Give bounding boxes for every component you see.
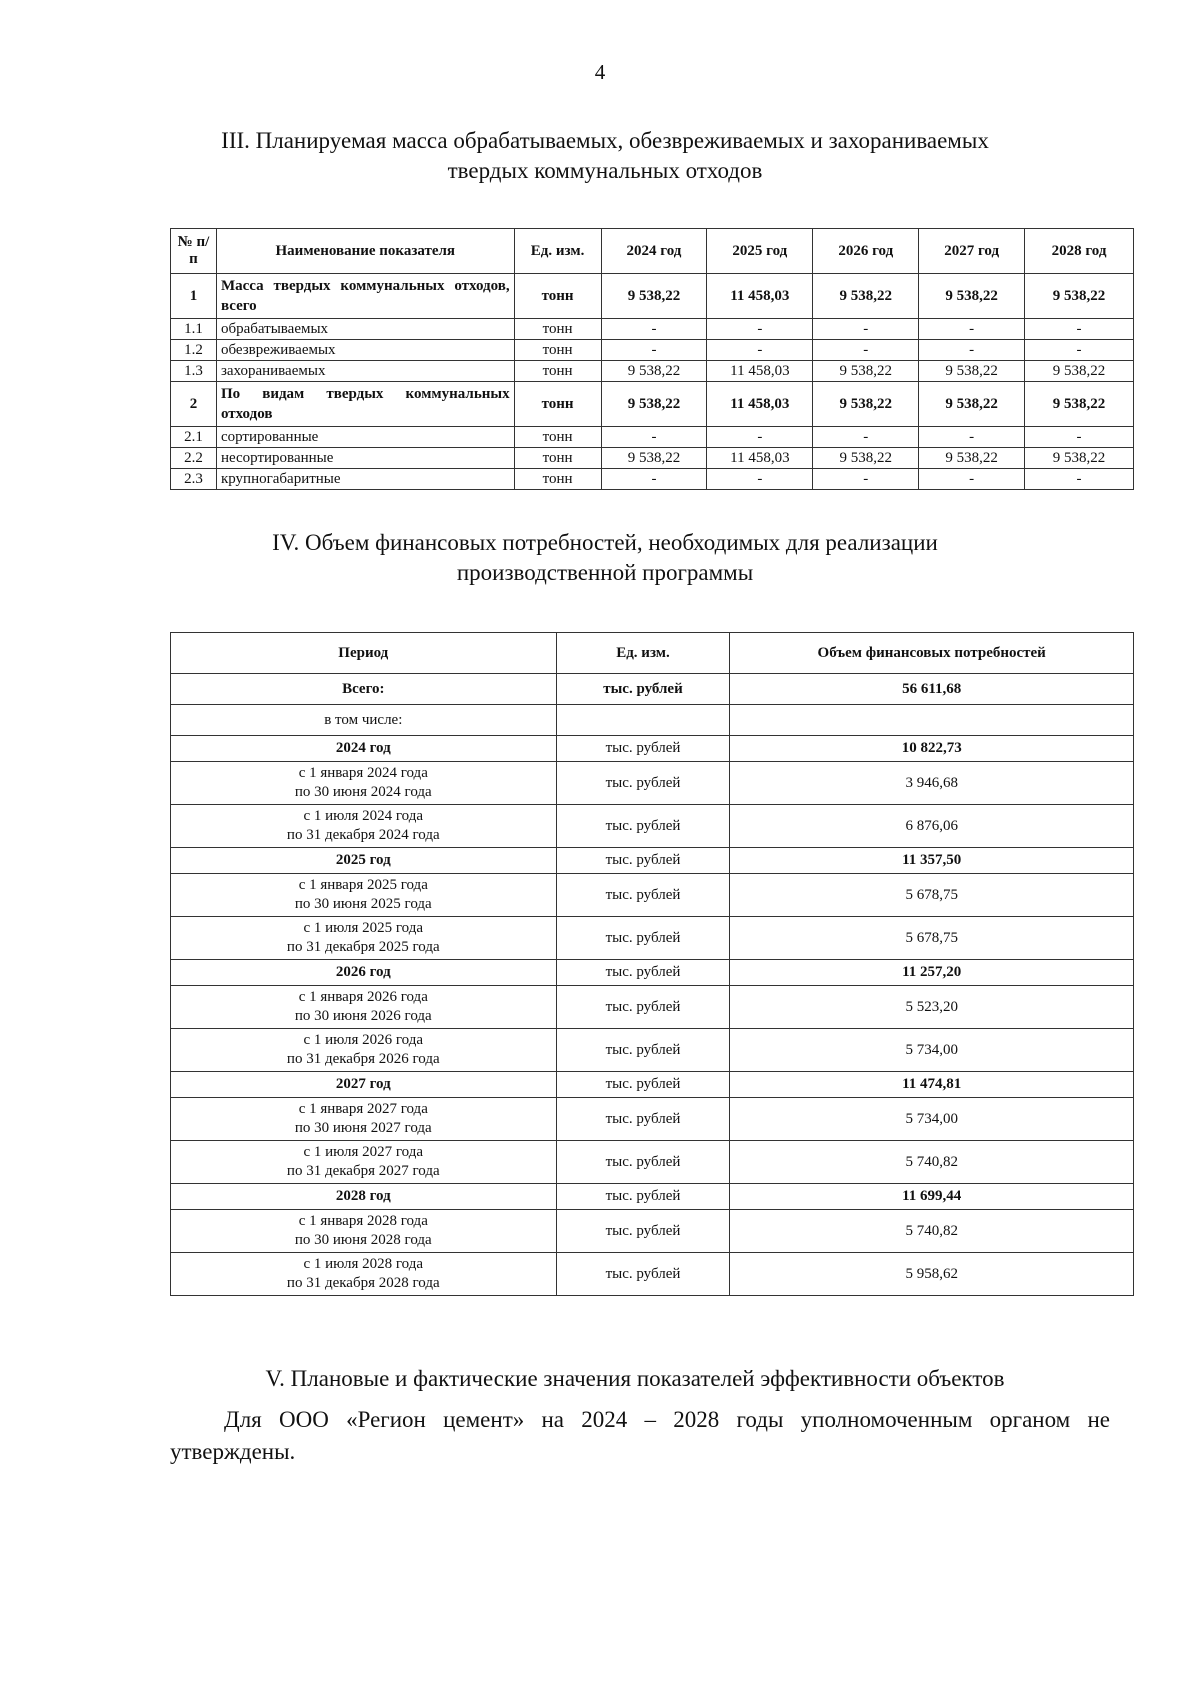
total-unit: тыс. рублей <box>556 674 730 705</box>
row-name: обрабатываемых <box>216 319 514 340</box>
year-row <box>171 736 1134 762</box>
page-number: 4 <box>594 60 606 84</box>
row-number: 1 <box>171 274 217 319</box>
table-row <box>171 427 1134 448</box>
header-cell: 2026 год <box>813 229 919 274</box>
row-number: 2 <box>171 382 217 427</box>
year-unit: тыс. рублей <box>556 1072 730 1098</box>
row-number: 2.2 <box>171 448 217 469</box>
half-year-unit: тыс. рублей <box>556 917 730 960</box>
half-year-row <box>171 1253 1134 1296</box>
row-value: 9 538,22 <box>1025 274 1134 319</box>
row-name: несортированные <box>216 448 514 469</box>
row-value: - <box>1025 469 1134 490</box>
row-number: 2.3 <box>171 469 217 490</box>
half-year-row <box>171 805 1134 848</box>
year-amount: 11 257,20 <box>730 960 1134 986</box>
row-unit: тонн <box>514 274 601 319</box>
header-cell: 2025 год <box>707 229 813 274</box>
half-year-period <box>171 986 557 1029</box>
year-unit: тыс. рублей <box>556 848 730 874</box>
half-year-period <box>171 1210 557 1253</box>
row-value: - <box>601 340 707 361</box>
half-year-row <box>171 1210 1134 1253</box>
period-line-2: по 30 июня 2028 года <box>294 1232 432 1248</box>
row-name: Масса твердых коммунальных отходов, всего <box>216 274 514 319</box>
row-number: 2.1 <box>171 427 217 448</box>
row-unit: тонн <box>514 361 601 382</box>
period-line-2: по 31 декабря 2024 года <box>286 827 440 843</box>
row-value: - <box>707 469 813 490</box>
half-year-row <box>171 1141 1134 1184</box>
period-line-1: с 1 июля 2025 года <box>303 920 424 936</box>
row-value: 9 538,22 <box>601 448 707 469</box>
financial-needs-table <box>170 632 1134 1296</box>
row-unit: тонн <box>514 340 601 361</box>
period-line-1: с 1 января 2027 года <box>298 1101 428 1117</box>
row-value: 9 538,22 <box>601 382 707 427</box>
row-value: 9 538,22 <box>1025 382 1134 427</box>
period-line-1: с 1 января 2028 года <box>298 1213 428 1229</box>
year-row <box>171 1072 1134 1098</box>
year-amount: 11 357,50 <box>730 848 1134 874</box>
period-line-2: по 31 декабря 2027 года <box>286 1163 440 1179</box>
row-value: - <box>919 319 1025 340</box>
year-period: 2028 год <box>171 1184 557 1210</box>
period-line-2: по 30 июня 2027 года <box>294 1120 432 1136</box>
row-value: 9 538,22 <box>813 448 919 469</box>
table-row <box>171 274 1134 319</box>
row-unit: тонн <box>514 448 601 469</box>
row-value: 9 538,22 <box>919 361 1025 382</box>
half-year-period <box>171 1141 557 1184</box>
row-value: - <box>601 469 707 490</box>
period-line-1: с 1 января 2025 года <box>298 877 428 893</box>
row-value: 9 538,22 <box>1025 361 1134 382</box>
header-cell: 2027 год <box>919 229 1025 274</box>
half-year-unit: тыс. рублей <box>556 1210 730 1253</box>
row-value: - <box>1025 319 1134 340</box>
period-line-1: с 1 июля 2028 года <box>303 1256 424 1272</box>
row-value: 9 538,22 <box>919 382 1025 427</box>
period-line-2: по 31 декабря 2026 года <box>286 1051 440 1067</box>
row-number: 1.2 <box>171 340 217 361</box>
half-year-amount: 5 678,75 <box>730 874 1134 917</box>
header-cell: № п/п <box>171 229 217 274</box>
half-year-unit: тыс. рублей <box>556 1098 730 1141</box>
table-header-row <box>171 633 1134 674</box>
row-value: 11 458,03 <box>707 361 813 382</box>
row-value: 9 538,22 <box>813 382 919 427</box>
half-year-amount: 5 734,00 <box>730 1029 1134 1072</box>
header-amount: Объем финансовых потребностей <box>730 633 1134 674</box>
section-3-title-line1: III. Планируемая масса обрабатываемых, обезвреживаемых и захораниваемых <box>221 128 989 153</box>
half-year-row <box>171 986 1134 1029</box>
row-value: 11 458,03 <box>707 448 813 469</box>
row-value: 9 538,22 <box>813 361 919 382</box>
section-5-title: V. Плановые и фактические значения показателей эффективности объектов <box>265 1366 1005 1391</box>
half-year-period <box>171 874 557 917</box>
row-value: - <box>1025 427 1134 448</box>
waste-mass-table <box>170 228 1134 490</box>
header-cell: 2028 год <box>1025 229 1134 274</box>
row-value: - <box>919 469 1025 490</box>
year-unit: тыс. рублей <box>556 960 730 986</box>
half-year-amount: 5 958,62 <box>730 1253 1134 1296</box>
half-year-period <box>171 805 557 848</box>
row-name: захораниваемых <box>216 361 514 382</box>
row-value: - <box>919 427 1025 448</box>
year-row <box>171 960 1134 986</box>
year-row <box>171 1184 1134 1210</box>
row-value: - <box>919 340 1025 361</box>
section-3-title-line2: твердых коммунальных отходов <box>447 158 763 183</box>
row-value: 9 538,22 <box>601 274 707 319</box>
half-year-row <box>171 762 1134 805</box>
half-year-row <box>171 1098 1134 1141</box>
year-unit: тыс. рублей <box>556 736 730 762</box>
period-line-1: с 1 января 2024 года <box>298 765 428 781</box>
row-value: - <box>707 427 813 448</box>
row-value: - <box>813 340 919 361</box>
row-value: - <box>813 469 919 490</box>
year-unit: тыс. рублей <box>556 1184 730 1210</box>
half-year-row <box>171 917 1134 960</box>
section-5-paragraph: Для ООО «Регион цемент» на 2024 – 2028 годы уполномоченным органом не утверждены. <box>170 1407 1110 1464</box>
total-period: Всего: <box>171 674 557 705</box>
header-unit: Ед. изм. <box>556 633 730 674</box>
year-amount: 11 474,81 <box>730 1072 1134 1098</box>
table-row <box>171 469 1134 490</box>
section-4-title-line1: IV. Объем финансовых потребностей, необходимых для реализации <box>272 530 938 555</box>
row-number: 1.1 <box>171 319 217 340</box>
header-period: Период <box>171 633 557 674</box>
header-cell: 2024 год <box>601 229 707 274</box>
half-year-amount: 5 740,82 <box>730 1210 1134 1253</box>
period-line-2: по 30 июня 2025 года <box>294 896 432 912</box>
half-year-amount: 5 678,75 <box>730 917 1134 960</box>
row-name: По видам твердых коммунальных отходов <box>216 382 514 427</box>
year-amount: 10 822,73 <box>730 736 1134 762</box>
row-value: 9 538,22 <box>601 361 707 382</box>
section-3-title <box>150 126 1060 186</box>
row-value: 11 458,03 <box>707 274 813 319</box>
table-row <box>171 340 1134 361</box>
row-unit: тонн <box>514 319 601 340</box>
row-value: 9 538,22 <box>1025 448 1134 469</box>
half-year-row <box>171 874 1134 917</box>
half-year-period <box>171 1253 557 1296</box>
half-year-period <box>171 1098 557 1141</box>
half-year-amount: 6 876,06 <box>730 805 1134 848</box>
half-year-amount: 3 946,68 <box>730 762 1134 805</box>
row-value: - <box>813 319 919 340</box>
section-4-title <box>150 528 1060 588</box>
row-number: 1.3 <box>171 361 217 382</box>
row-value: 9 538,22 <box>813 274 919 319</box>
table-row <box>171 382 1134 427</box>
table-row <box>171 361 1134 382</box>
half-year-unit: тыс. рублей <box>556 805 730 848</box>
period-line-1: с 1 января 2026 года <box>298 989 428 1005</box>
period-line-2: по 31 декабря 2028 года <box>286 1275 440 1291</box>
half-year-unit: тыс. рублей <box>556 762 730 805</box>
half-year-unit: тыс. рублей <box>556 986 730 1029</box>
half-year-amount: 5 740,82 <box>730 1141 1134 1184</box>
half-year-amount: 5 734,00 <box>730 1098 1134 1141</box>
total-row <box>171 674 1134 705</box>
including-row <box>171 705 1134 736</box>
header-cell: Наименование показателя <box>216 229 514 274</box>
half-year-period <box>171 762 557 805</box>
row-name: крупногабаритные <box>216 469 514 490</box>
year-row <box>171 848 1134 874</box>
row-value: - <box>601 319 707 340</box>
row-value: 9 538,22 <box>919 274 1025 319</box>
year-period: 2026 год <box>171 960 557 986</box>
half-year-period <box>171 917 557 960</box>
row-value: - <box>707 319 813 340</box>
period-line-1: с 1 июля 2027 года <box>303 1144 424 1160</box>
half-year-period <box>171 1029 557 1072</box>
period-line-2: по 30 июня 2026 года <box>294 1008 432 1024</box>
section-4-title-line2: производственной программы <box>456 560 754 585</box>
half-year-unit: тыс. рублей <box>556 1141 730 1184</box>
row-name: сортированные <box>216 427 514 448</box>
row-value: 9 538,22 <box>919 448 1025 469</box>
half-year-amount: 5 523,20 <box>730 986 1134 1029</box>
row-name: обезвреживаемых <box>216 340 514 361</box>
table-row <box>171 319 1134 340</box>
period-line-1: с 1 июля 2024 года <box>303 808 424 824</box>
header-cell: Ед. изм. <box>514 229 601 274</box>
row-value: - <box>707 340 813 361</box>
total-amount: 56 611,68 <box>730 674 1134 705</box>
year-amount: 11 699,44 <box>730 1184 1134 1210</box>
table-header-row <box>171 229 1134 274</box>
row-unit: тонн <box>514 382 601 427</box>
row-unit: тонн <box>514 427 601 448</box>
half-year-unit: тыс. рублей <box>556 1253 730 1296</box>
row-unit: тонн <box>514 469 601 490</box>
period-line-2: по 30 июня 2024 года <box>294 784 432 800</box>
year-period: 2024 год <box>171 736 557 762</box>
row-value: - <box>601 427 707 448</box>
year-period: 2025 год <box>171 848 557 874</box>
period-line-2: по 31 декабря 2025 года <box>286 939 440 955</box>
including-label: в том числе: <box>171 705 557 736</box>
half-year-row <box>171 1029 1134 1072</box>
year-period: 2027 год <box>171 1072 557 1098</box>
half-year-unit: тыс. рублей <box>556 874 730 917</box>
row-value: 11 458,03 <box>707 382 813 427</box>
half-year-unit: тыс. рублей <box>556 1029 730 1072</box>
row-value: - <box>1025 340 1134 361</box>
table-row <box>171 448 1134 469</box>
row-value: - <box>813 427 919 448</box>
period-line-1: с 1 июля 2026 года <box>303 1032 424 1048</box>
